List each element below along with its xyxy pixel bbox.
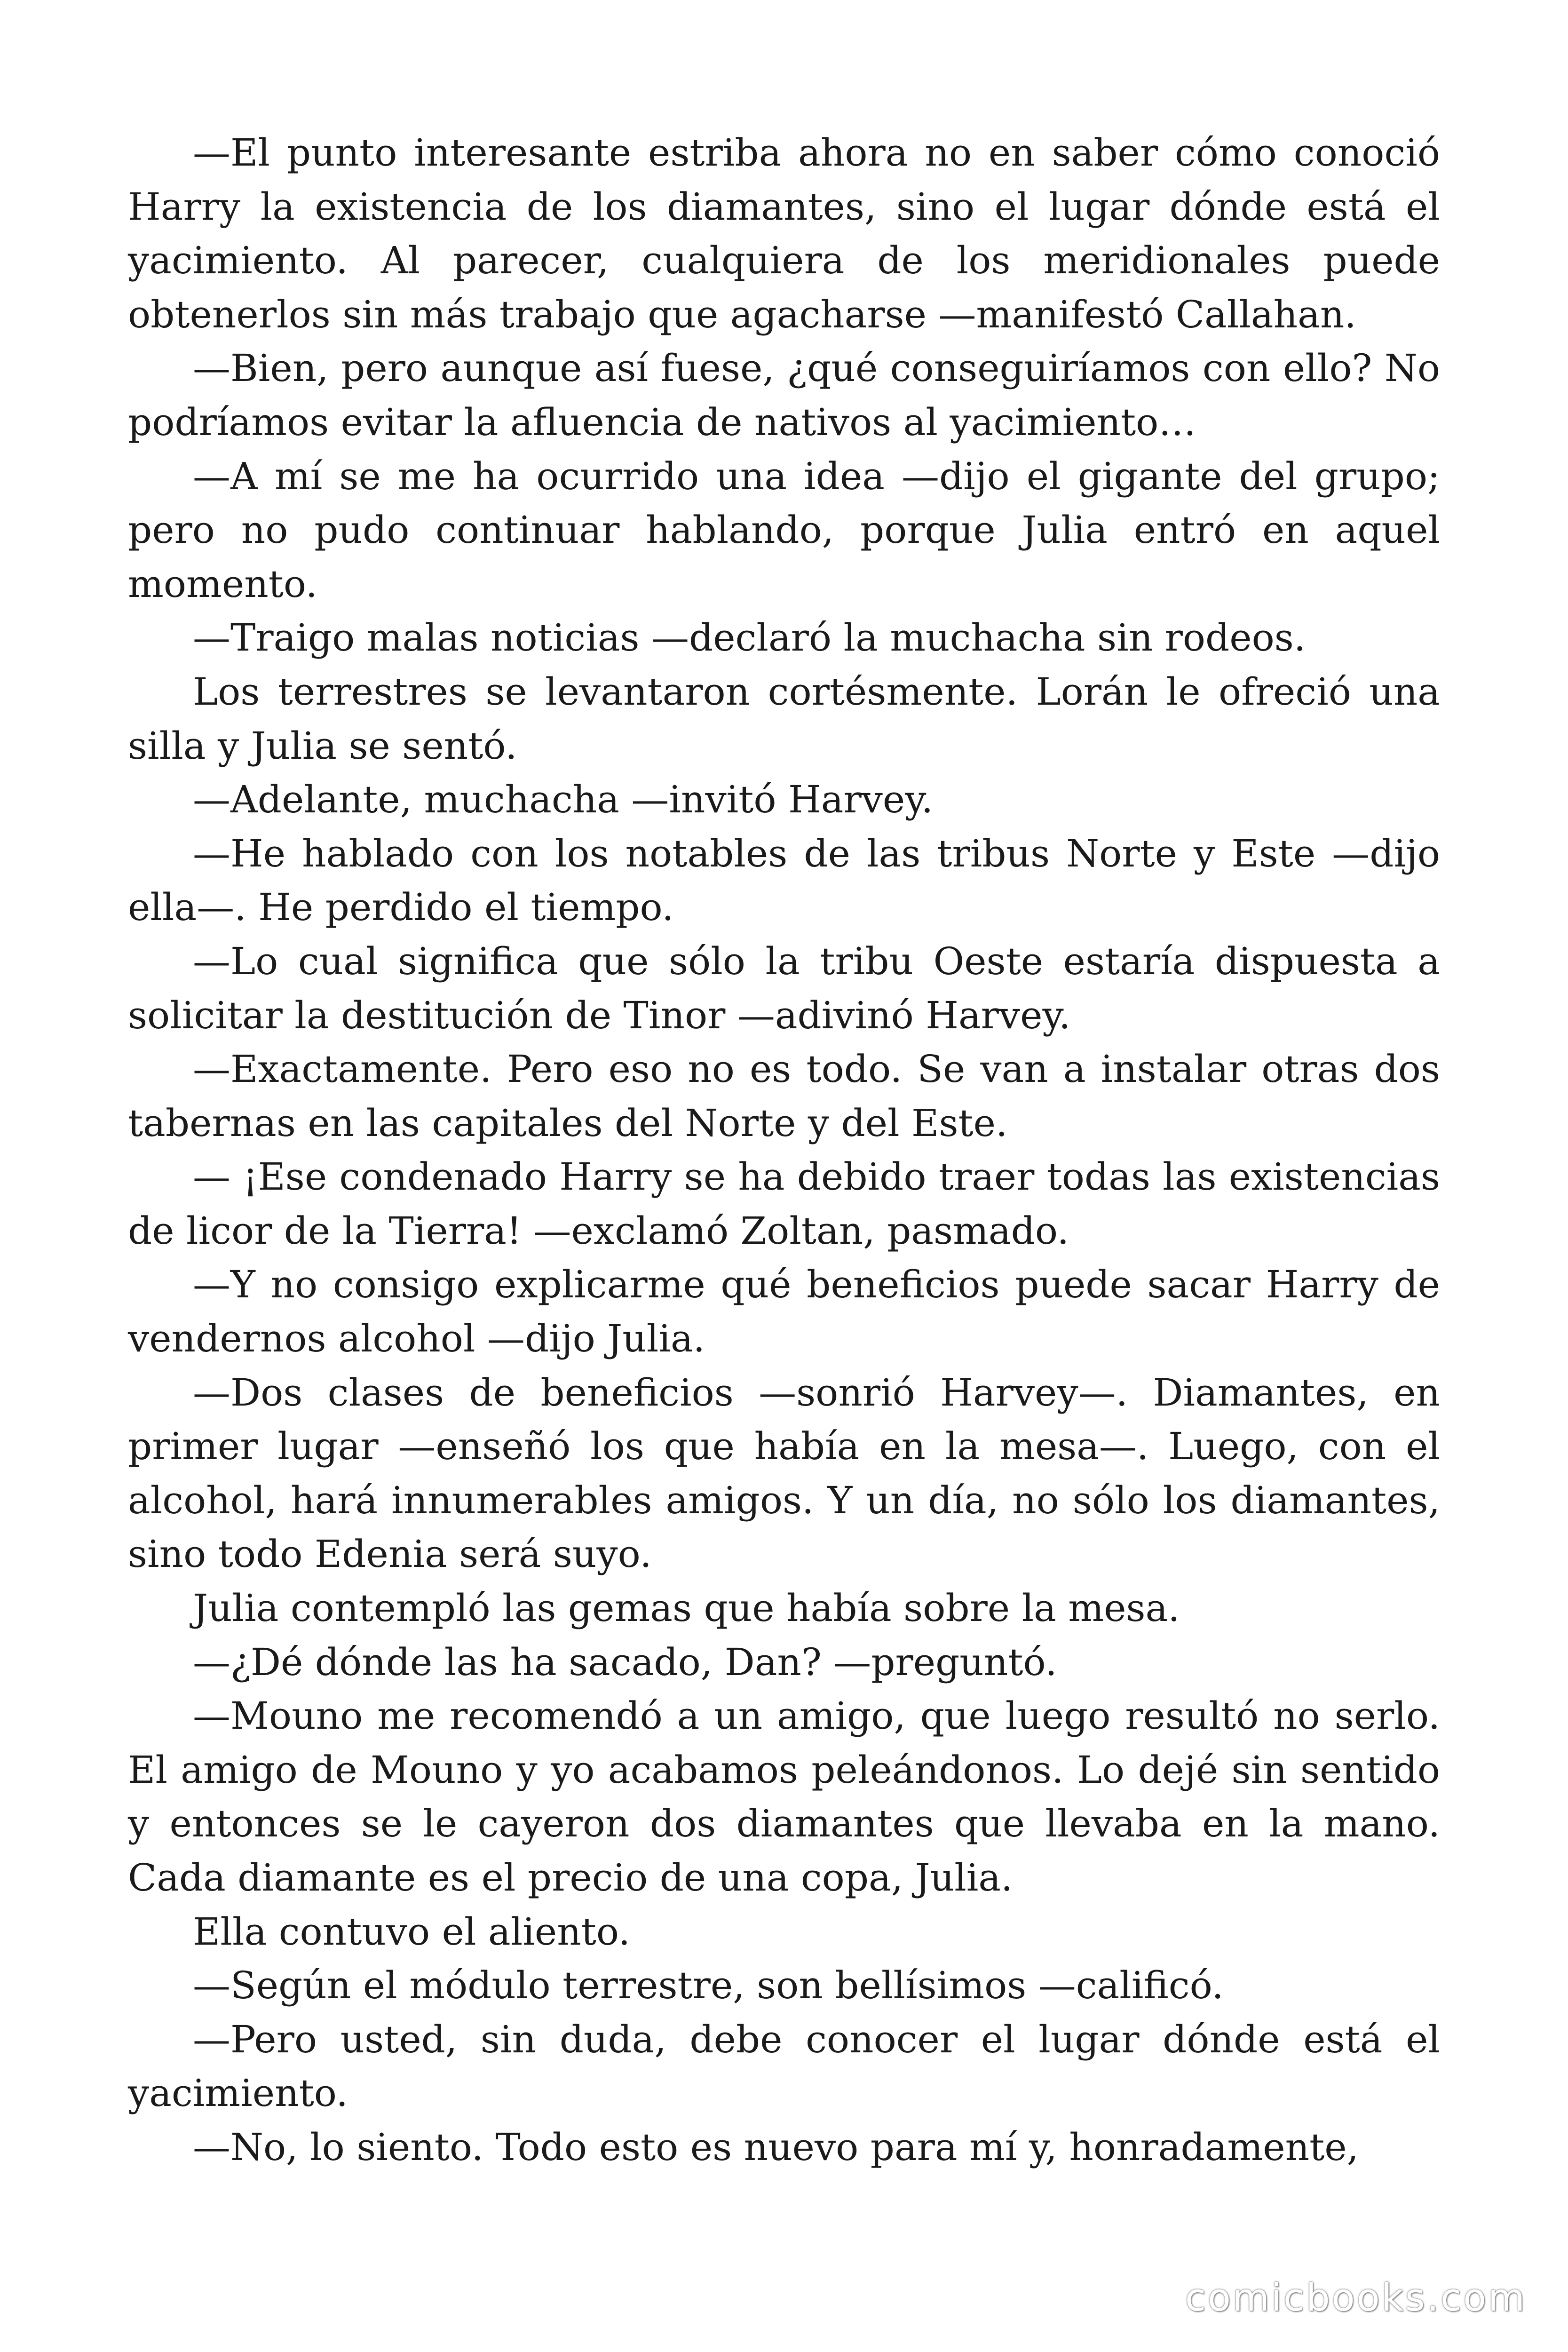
paragraph: —Traigo malas noticias —declaró la muchacha sin rodeos. [193,616,1306,660]
page-body [128,126,1440,2175]
paragraph: —¿Dé dónde las ha sacado, Dan? —preguntó. [193,1640,1057,1684]
paragraph: —A mí se me ha ocurrido una idea —dijo el gigante del grupo; pero no pudo continuar hablando, porque Julia entró en aquel momento. [128,454,1440,606]
paragraph: —Dos clases de beneficios —sonrió Harvey—. Diamantes, en primer lugar —enseñó los que había en la mesa—. Luego, con el alcohol, hará innumerables amigos. Y un día, no sólo los diamantes, sino todo Edenia será suyo. [128,1370,1440,1576]
paragraph: —No, lo siento. Todo esto es nuevo para mí y, honradamente, [193,2125,1359,2169]
paragraph: Ella contuvo el aliento. [193,1909,631,1954]
paragraph: —Pero usted, sin duda, debe conocer el lugar dónde está el yacimiento. [128,2017,1440,2115]
paragraph: —Lo cual significa que sólo la tribu Oeste estaría dispuesta a solicitar la destitución de Tinor —adivinó Harvey. [128,939,1440,1037]
paragraph: —Exactamente. Pero eso no es todo. Se van a instalar otras dos tabernas en las capitales del Norte y del Este. [128,1047,1440,1145]
paragraph: —Y no consigo explicarme qué beneficios puede sacar Harry de vendernos alcohol —dijo Julia. [128,1263,1440,1361]
paragraph: —Bien, pero aunque así fuese, ¿qué conseguiríamos con ello? No podríamos evitar la afluencia de nativos al yacimiento… [128,346,1440,444]
paragraph: —He hablado con los notables de las tribus Norte y Este —dijo ella—. He perdido el tiempo. [128,831,1440,930]
paragraph: — ¡Ese condenado Harry se ha debido traer todas las existencias de licor de la Tierra! —exclamó Zoltan, pasmado. [128,1155,1440,1253]
paragraph: —Según el módulo terrestre, son bellísimos —calificó. [193,1963,1224,2008]
paragraph: Julia contempló las gemas que había sobre la mesa. [193,1586,1180,1630]
watermark: comicbooks.com [1185,2276,1527,2320]
paragraph: —El punto interesante estriba ahora no en saber cómo conoció Harry la existencia de los diamantes, sino el lugar dónde está el yacimiento. Al parecer, cualquiera de los meridionales puede obtenerlos sin más trabajo que agacharse —manifestó Callahan. [128,131,1440,336]
paragraph: —Adelante, muchacha —invitó Harvey. [193,778,934,822]
paragraph: —Mouno me recomendó a un amigo, que luego resultó no serlo. El amigo de Mouno y yo acabamos peleándonos. Lo dejé sin sentido y entonces se le cayeron dos diamantes que llevaba en la mano. Cada diamante es el precio de una copa, Julia. [128,1694,1440,1899]
paragraph: Los terrestres se levantaron cortésmente. Lorán le ofreció una silla y Julia se sentó. [128,669,1440,768]
